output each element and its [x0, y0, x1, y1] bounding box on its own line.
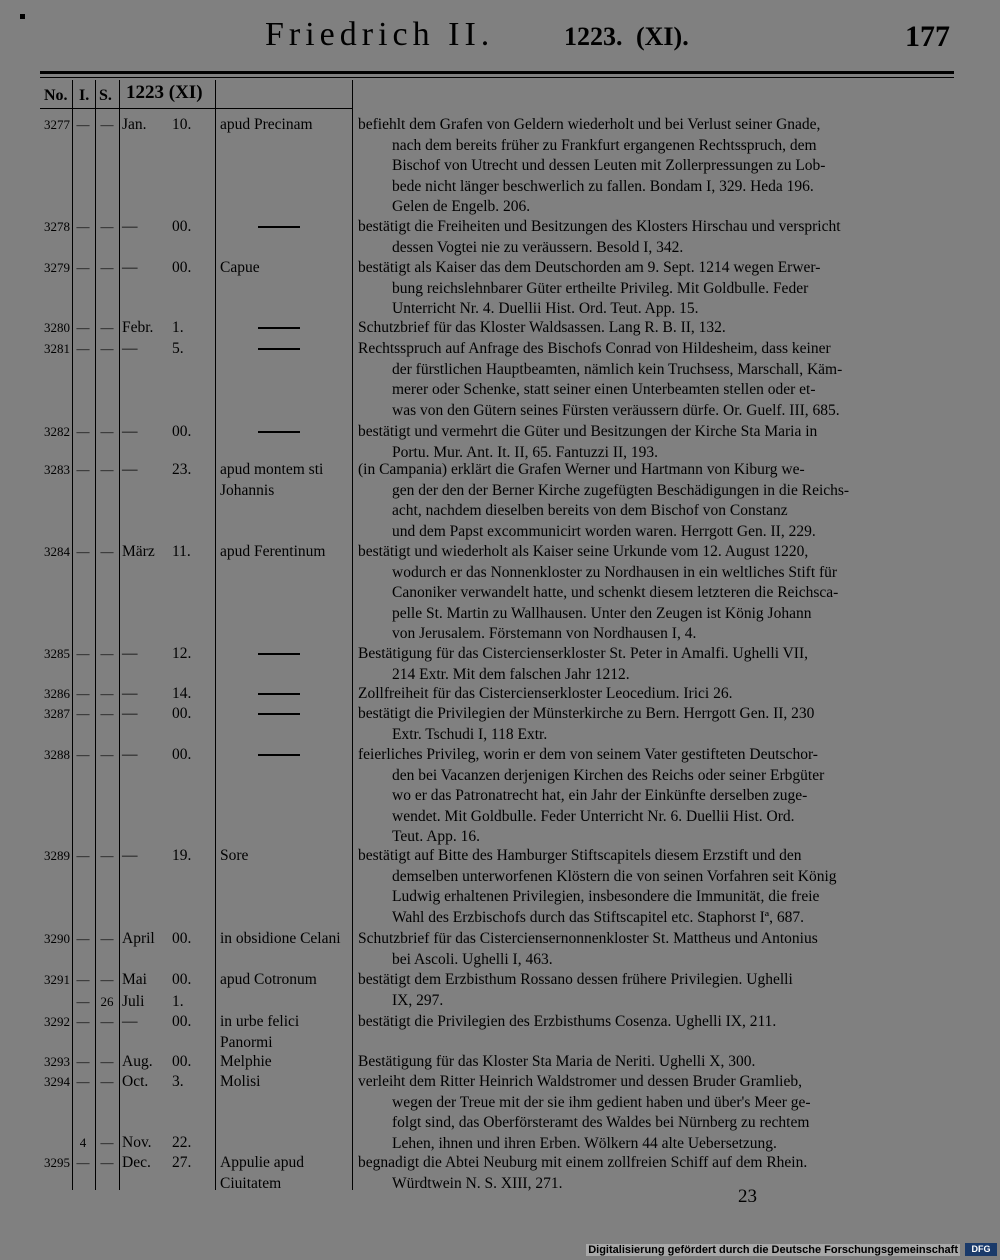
entry-text-line: bestätigt dem Erzbisthum Rossano dessen frühere Privilegien. Ughelli [358, 971, 793, 988]
entry-text-line: bestätigt und wiederholt als Kaiser seine Urkunde vom 12. August 1220, [358, 543, 809, 560]
column-head-no: No. [44, 87, 68, 104]
entry-text-line: bestätigt auf Bitte des Hamburger Stiftscapitels diesem Erzstift und den [358, 847, 802, 864]
sequence-value: — [100, 544, 114, 559]
entry-text [358, 1153, 952, 1194]
entry-month: — [122, 259, 138, 276]
entry-text-line: wo er das Patronatrecht hat, ein Jahr der Einkünfte derselben zuge- [392, 787, 808, 804]
entry-day: 1. [172, 319, 184, 336]
entry-month: — [122, 746, 138, 763]
entry-text-line: begnadigt die Abtei Neuburg mit einem zollfreien Schiff auf dem Rhein. [358, 1154, 808, 1171]
entry-text-line: bei Ascoli. Ughelli I, 463. [392, 950, 553, 968]
indiction-value: — [76, 706, 90, 721]
entry-number: 3295 [44, 1155, 70, 1170]
indiction-value: — [76, 462, 90, 477]
column-head-rule [40, 108, 352, 109]
entry-month: Mai [122, 971, 147, 988]
column-rule [215, 80, 216, 1190]
place-dash [258, 754, 300, 756]
dfg-logo: DFG [965, 1243, 997, 1256]
entry-text-line: Canoniker verwandelt hatte, und schenkt diesem letzteren die Reichsca- [392, 584, 839, 601]
entry-text-line: folgt sind, das Oberförsteramt des Waldes bei Nürnberg zu rechtem [392, 1114, 810, 1131]
entry-day: 00. [172, 705, 192, 722]
indiction-value: — [76, 1155, 90, 1170]
entry-text-line: bestätigt die Privilegien der Münsterkirche zu Bern. Herrgott Gen. II, 230 [358, 705, 815, 722]
entry-text-line: (in Campania) erklärt die Grafen Werner und Hartmann von Kiburg we- [358, 461, 805, 478]
entry-day: 11. [172, 543, 191, 560]
column-rule [119, 80, 120, 1190]
sequence-value: — [100, 931, 114, 946]
entry-number: 3290 [44, 931, 70, 946]
sequence-value: — [100, 1074, 114, 1089]
entry-place: Sore [220, 847, 249, 864]
entry-text-line: Wahl des Erzbischofs durch das Stiftscapitel etc. Staphorst Iª, 687. [392, 908, 804, 926]
entry-text [358, 422, 952, 463]
entry-text [358, 970, 952, 1011]
entry-place: apud Precinam [220, 116, 313, 133]
indiction-value: — [76, 1054, 90, 1069]
page-header [0, 12, 1000, 62]
entry-day: 00. [172, 218, 192, 235]
indiction-value: — [76, 994, 90, 1009]
entry-text-line: 214 Extr. Mit dem falschen Jahr 1212. [392, 665, 630, 683]
entry-text [358, 846, 952, 928]
entry-day: 3. [172, 1073, 184, 1090]
sequence-value: — [100, 462, 114, 477]
entry-text [358, 460, 952, 542]
entry-text [358, 644, 952, 685]
entry-day: 00. [172, 746, 192, 763]
indiction-value: — [76, 320, 90, 335]
entry-text [358, 258, 952, 320]
entry-month: — [122, 705, 138, 722]
entry-text-line: bestätigt die Freiheiten und Besitzungen des Klosters Hirschau und verspricht [358, 218, 841, 235]
entry-number: 3285 [44, 646, 70, 661]
indiction-value: — [76, 260, 90, 275]
entry-text-line: Unterricht Nr. 4. Duellii Hist. Ord. Teut. App. 15. [392, 300, 699, 317]
entry-day: 23. [172, 461, 192, 478]
sequence-value: — [100, 1155, 114, 1170]
entry-text-line: bestätigt als Kaiser das dem Deutschorden am 9. Sept. 1214 wegen Erwer- [358, 259, 821, 276]
entry-text-line: Ludwig erhaltenen Privilegien, insbesondere die Immunität, die freie [392, 888, 820, 905]
entry-number: 3294 [44, 1074, 70, 1089]
entry-text-line: Teut. App. 16. [392, 828, 481, 845]
entry-month: Jan. [122, 116, 147, 133]
entry-text-line: wodurch er das Nonnenkloster zu Nordhausen in ein weltliches Stift für [392, 563, 838, 581]
entry-month: Nov. [122, 1134, 152, 1151]
entry-text [358, 217, 952, 258]
sequence-value: — [100, 686, 114, 701]
entry-day: 00. [172, 930, 192, 947]
sequence-value: — [100, 1054, 114, 1069]
entry-day: 27. [172, 1154, 192, 1171]
sequence-value: 26 [100, 994, 114, 1009]
place-dash [258, 226, 300, 228]
entry-number: 3284 [44, 544, 70, 559]
entry-number: 3286 [44, 686, 70, 701]
entry-text [358, 339, 952, 421]
indiction-value: — [76, 544, 90, 559]
entry-month: Febr. [122, 319, 154, 336]
entry-number: 3278 [44, 219, 70, 234]
entry-text [358, 115, 952, 218]
entry-number: 3287 [44, 706, 70, 721]
entry-month: — [122, 218, 138, 235]
entry-text-line: nach dem bereits früher zu Frankfurt ergangenen Rechtsspruch, dem [392, 136, 817, 154]
indiction-value: — [76, 848, 90, 863]
entry-text-line: Extr. Tschudi I, 118 Extr. [392, 725, 548, 743]
entry-text-line: von Jerusalem. Förstemann von Nordhausen I, 4. [392, 625, 697, 642]
entry-number: 3280 [44, 320, 70, 335]
entry-number: 3277 [44, 117, 70, 132]
entry-month: — [122, 423, 138, 440]
entry-text-line: Bischof von Utrecht und dessen Leuten mit Zollerpressungen zu Lob- [392, 157, 826, 174]
entry-text-line: Bestätigung für das Cistercienserkloster St. Peter in Amalfi. Ughelli VII, [358, 645, 808, 662]
entry-number: 3282 [44, 424, 70, 439]
entry-text [358, 704, 952, 745]
entry-day: 12. [172, 645, 192, 662]
entry-number: 3293 [44, 1054, 70, 1069]
entry-text-line: befiehlt dem Grafen von Geldern wiederholt und bei Verlust seiner Gnade, [358, 116, 821, 133]
entry-text [358, 1012, 952, 1033]
entry-text [358, 745, 952, 848]
page-number: 177 [905, 20, 950, 53]
indiction-value: — [76, 1074, 90, 1089]
entry-day: 19. [172, 847, 192, 864]
entry-month: Dec. [122, 1154, 151, 1171]
entry-text-line: bede nicht länger beschwerlich zu fallen. Bondam I, 329. Heda 196. [392, 177, 814, 195]
indiction-value: — [76, 931, 90, 946]
indiction-value: — [76, 219, 90, 234]
entry-month: April [122, 930, 155, 947]
entry-day: 00. [172, 1013, 192, 1030]
entry-place: Capue [220, 259, 260, 276]
entry-day: 00. [172, 423, 192, 440]
sequence-value: — [100, 1014, 114, 1029]
entry-text [358, 1072, 952, 1154]
entry-text-line: acht, nachdem dieselben bereits von dem Bischof von Constanz [392, 502, 788, 519]
indiction-value: — [76, 117, 90, 132]
indiction-value: — [76, 972, 90, 987]
entry-day: 1. [172, 993, 184, 1010]
entry-text-line: wegen der Treue mit der sie ihm gedient haben und über's Meer ge- [392, 1093, 811, 1111]
sequence-value: — [100, 747, 114, 762]
indiction-value: — [76, 424, 90, 439]
entry-text-line: Schutzbrief für das Cisterciensernonnenkloster St. Mattheus und Antonius [358, 930, 818, 947]
running-reign: (XI). [636, 22, 689, 51]
column-head-s: S. [99, 87, 112, 104]
sequence-value: — [100, 219, 114, 234]
entry-text-line: den bei Vacanzen derjenigen Kirchen des Reichs oder seiner Erbgüter [392, 766, 825, 784]
sequence-value: — [100, 320, 114, 335]
entry-month: — [122, 461, 138, 478]
entry-place: Molisi [220, 1073, 261, 1090]
running-title: Friedrich II. [265, 16, 495, 53]
entry-text-line: Portu. Mur. Ant. It. II, 65. Fantuzzi II, 193. [392, 443, 659, 461]
entry-text-line: verleiht dem Ritter Heinrich Waldstromer und dessen Bruder Gramlieb, [358, 1073, 802, 1090]
place-dash [258, 348, 300, 350]
entry-day: 00. [172, 971, 192, 988]
entry-text-line: feierliches Privileg, worin er dem von seinem Vater gestifteten Deutschor- [358, 746, 818, 763]
entry-text-line: der fürstlichen Hauptbeamten, nämlich kein Truchsess, Marschall, Käm- [392, 360, 843, 378]
entry-month: — [122, 847, 138, 864]
sequence-value: — [100, 646, 114, 661]
sequence-value: — [100, 1135, 114, 1150]
sequence-value: — [100, 706, 114, 721]
entry-month: Oct. [122, 1073, 149, 1090]
entry-number: 3291 [44, 972, 70, 987]
sheet-signature: 23 [738, 1186, 757, 1207]
entry-text-line: Schutzbrief für das Kloster Waldsassen. Lang R. B. II, 132. [358, 319, 726, 336]
entry-place: apud Ferentinum [220, 543, 326, 560]
column-head-i: I. [79, 87, 90, 104]
entry-text [358, 318, 952, 339]
indiction-value: — [76, 747, 90, 762]
entry-day: 10. [172, 116, 192, 133]
entry-month: Juli [122, 993, 145, 1010]
entry-day: 5. [172, 340, 184, 357]
entry-number: 3288 [44, 747, 70, 762]
entry-text-line: Würdtwein N. S. XIII, 271. [392, 1174, 563, 1192]
entry-text-line: bestätigt die Privilegien des Erzbisthums Cosenza. Ughelli IX, 211. [358, 1013, 777, 1030]
entry-text-line: bung reichslehnbarer Güter ertheilte Privileg. Mit Goldbulle. Feder [392, 279, 809, 297]
entry-month: März [122, 543, 155, 560]
entry-text-line: und dem Papst excommunicirt worden waren. Herrgott Gen. II, 229. [392, 522, 816, 540]
column-rule [352, 80, 353, 1190]
entry-place: apud Cotronum [220, 971, 317, 988]
digitization-credit: Digitalisierung gefördert durch die Deutsche Forschungsgemeinschaft [588, 1244, 958, 1256]
sequence-value: — [100, 341, 114, 356]
entry-text-line: Zollfreiheit für das Cistercienserkloster Leocedium. Irici 26. [358, 685, 733, 702]
sequence-value: — [100, 972, 114, 987]
indiction-value: — [76, 341, 90, 356]
entry-month: — [122, 1013, 138, 1030]
entry-month: — [122, 645, 138, 662]
sequence-value: — [100, 260, 114, 275]
entry-month: Aug. [122, 1053, 153, 1070]
entry-day: 22. [172, 1134, 192, 1151]
entry-text-line: dessen Vogtei nie zu veräussern. Besold I, 342. [392, 238, 684, 256]
entry-number: 3283 [44, 462, 70, 477]
sequence-value: — [100, 424, 114, 439]
place-dash [258, 693, 300, 695]
entry-month: — [122, 340, 138, 357]
entry-day: 14. [172, 685, 192, 702]
entry-text [358, 684, 952, 705]
indiction-value: 4 [79, 1135, 87, 1150]
entry-place: Appulie apud Ciuitatem [220, 1154, 304, 1192]
entry-text-line: merer oder Schenke, statt seiner einen Unterbeamten stellen oder et- [392, 381, 816, 398]
running-year: 1223. [564, 22, 623, 51]
place-dash [258, 653, 300, 655]
entry-text [358, 542, 952, 645]
entry-month: — [122, 685, 138, 702]
sequence-value: — [100, 117, 114, 132]
sequence-value: — [100, 848, 114, 863]
entry-text [358, 929, 952, 970]
entry-place: apud montem sti Johannis [220, 461, 324, 499]
entry-text-line: Bestätigung für das Kloster Sta Maria de Neriti. Ughelli X, 300. [358, 1053, 756, 1070]
entry-place: Melphie [220, 1053, 272, 1070]
entry-day: 00. [172, 259, 192, 276]
entry-number: 3292 [44, 1014, 70, 1029]
entry-text-line: Lehen, ihnen und ihren Erben. Wölkern 44 alte Uebersetzung. [392, 1134, 777, 1152]
entry-text [358, 1052, 952, 1073]
entry-number: 3289 [44, 848, 70, 863]
entry-text-line: demselben unterworfenen Klöstern die von seinen Vorfahren seit König [392, 867, 837, 885]
place-dash [258, 713, 300, 715]
entry-text-line: wendet. Mit Goldbulle. Feder Unterricht Nr. 6. Duellii Hist. Ord. [392, 807, 795, 825]
entry-text-line: was von den Gütern seines Fürsten veräussern dürfe. Or. Guelf. III, 685. [392, 401, 840, 419]
entry-text-line: bestätigt und vermehrt die Güter und Besitzungen der Kirche Sta Maria in [358, 423, 818, 440]
indiction-value: — [76, 646, 90, 661]
header-rule-thin [40, 77, 954, 78]
entry-text-line: Gelen de Engelb. 206. [392, 198, 531, 215]
entry-text-line: pelle St. Martin zu Wallhausen. Unter den Zeugen ist König Johann [392, 604, 812, 622]
place-dash [258, 327, 300, 329]
entry-place: in urbe felici Panormi [220, 1013, 300, 1051]
entry-text-line: Rechtsspruch auf Anfrage des Bischofs Conrad von Hildesheim, dass keiner [358, 340, 831, 357]
indiction-value: — [76, 1014, 90, 1029]
header-rule-thick [40, 71, 954, 74]
entry-number: 3281 [44, 341, 70, 356]
indiction-value: — [76, 686, 90, 701]
column-head-year: 1223 (XI) [126, 82, 203, 103]
entry-text-line: gen der den der Berner Kirche zugefügten Beschädigungen in die Reichs- [392, 481, 850, 499]
entry-place: in obsidione Celani [220, 930, 341, 947]
place-dash [258, 431, 300, 433]
entry-day: 00. [172, 1053, 192, 1070]
entry-number: 3279 [44, 260, 70, 275]
entry-text-line: IX, 297. [392, 991, 444, 1009]
